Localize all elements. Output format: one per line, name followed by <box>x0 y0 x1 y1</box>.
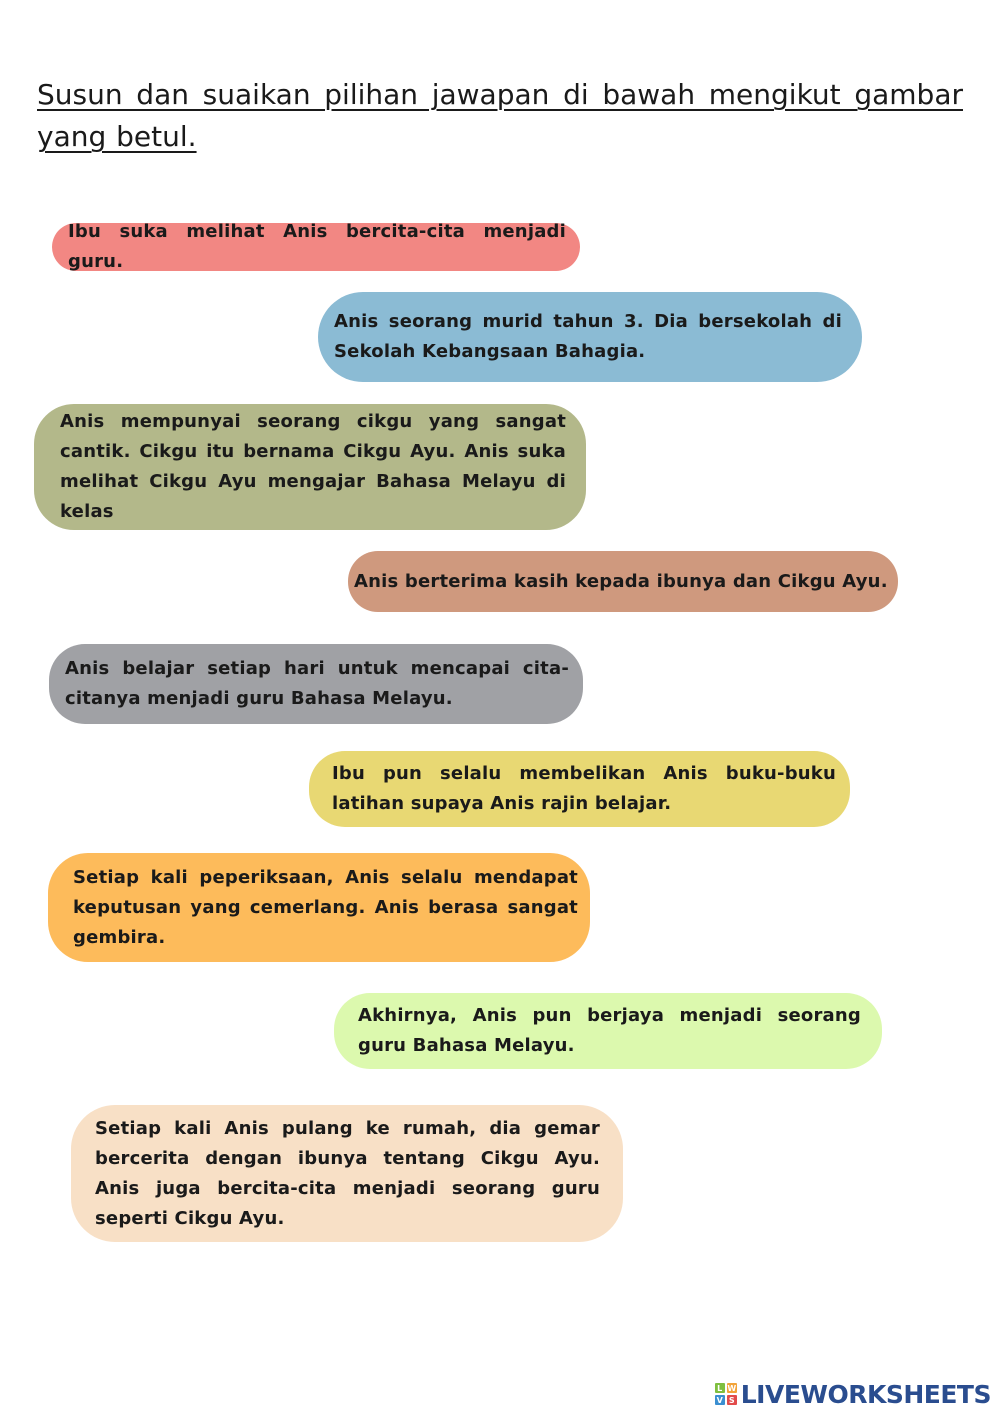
answer-card-4[interactable] <box>348 551 898 612</box>
answer-card-text: Akhirnya, Anis pun berjaya menjadi seorang guru Bahasa Melayu. <box>358 1005 861 1056</box>
liveworksheets-logo-icon <box>715 1383 737 1405</box>
logo-letter: L <box>715 1383 725 1393</box>
answer-card-text: Setiap kali Anis pulang ke rumah, dia gemar bercerita dengan ibunya tentang Cikgu Ayu. Anis juga bercita-cita menjadi seorang guru seperti Cikgu Ayu. <box>95 1117 600 1229</box>
answer-card-9[interactable] <box>71 1105 623 1242</box>
brand-name: LIVEWORKSHEETS <box>740 1379 991 1409</box>
answer-card-5[interactable] <box>49 644 583 724</box>
answer-card-8[interactable] <box>334 993 882 1069</box>
answer-card-2[interactable] <box>318 292 862 382</box>
answer-card-7[interactable] <box>48 853 590 962</box>
answer-card-text: Anis berterima kasih kepada ibunya dan Cikgu Ayu. <box>354 570 888 592</box>
answer-card-1[interactable] <box>52 223 580 271</box>
answer-card-6[interactable] <box>309 751 850 827</box>
liveworksheets-branding[interactable] <box>715 1379 991 1409</box>
answer-card-text: Setiap kali peperiksaan, Anis selalu mendapat keputusan yang cemerlang. Anis berasa sangat gembira. <box>73 866 578 948</box>
instruction-title: Susun dan suaikan pilihan jawapan di bawah mengikut gambar yang betul. <box>37 78 963 153</box>
logo-letter: W <box>727 1383 737 1393</box>
answer-card-text: Anis mempunyai seorang cikgu yang sangat cantik. Cikgu itu bernama Cikgu Ayu. Anis suka melihat Cikgu Ayu mengajar Bahasa Melayu di kelas <box>60 411 566 522</box>
answer-card-text: Anis seorang murid tahun 3. Dia bersekolah di Sekolah Kebangsaan Bahagia. <box>334 311 842 362</box>
answer-card-text: Anis belajar setiap hari untuk mencapai cita-citanya menjadi guru Bahasa Melayu. <box>65 658 569 709</box>
answer-card-text: Ibu pun selalu membelikan Anis buku-buku latihan supaya Anis rajin belajar. <box>332 763 836 814</box>
answer-card-text: Ibu suka melihat Anis bercita-cita menjadi guru. <box>68 221 566 272</box>
answer-card-3[interactable] <box>34 404 586 530</box>
logo-letter: S <box>727 1395 737 1405</box>
logo-letter: V <box>716 1395 723 1405</box>
